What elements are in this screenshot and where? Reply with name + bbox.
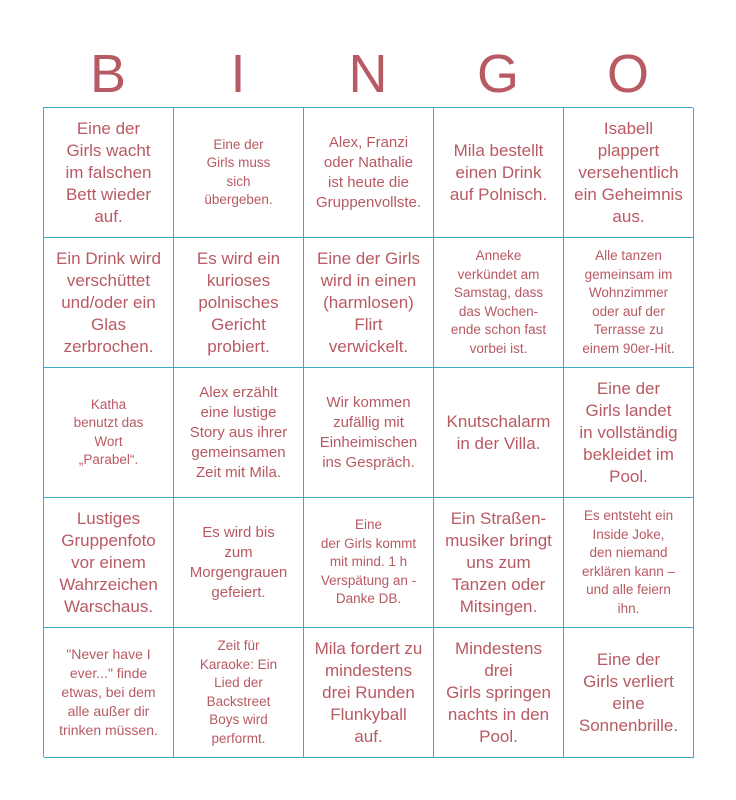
cell-text: Ein Straßen- musiker bringt uns zum Tanzen oder Mitsingen. xyxy=(445,508,552,616)
bingo-cell[interactable] xyxy=(564,628,694,758)
bingo-cell[interactable] xyxy=(434,628,564,758)
cell-text: Eine der Girls muss sich übergeben. xyxy=(204,136,273,207)
bingo-cell[interactable] xyxy=(434,498,564,628)
bingo-cell[interactable] xyxy=(304,238,434,368)
bingo-cell[interactable] xyxy=(564,238,694,368)
bingo-cell[interactable] xyxy=(174,368,304,498)
cell-text: Alex, Franzi oder Nathalie ist heute die Gruppenvollste. xyxy=(315,133,422,211)
header-letter-g: G xyxy=(476,44,519,104)
cell-text: Eine der Girls wacht im falschen Bett wieder auf. xyxy=(65,118,152,226)
bingo-cell[interactable] xyxy=(174,108,304,238)
bingo-cell[interactable] xyxy=(434,368,564,498)
cell-text: Knutschalarm in der Villa. xyxy=(446,411,551,453)
bingo-cell[interactable] xyxy=(44,238,174,368)
bingo-cell[interactable] xyxy=(304,628,434,758)
header-letter-o: O xyxy=(606,44,649,104)
cell-text: Eine der Girls landet in vollständig bekleidet im Pool. xyxy=(579,378,678,486)
bingo-cell[interactable] xyxy=(434,108,564,238)
cell-text: Eine der Girls verliert eine Sonnenbrille. xyxy=(578,649,679,735)
cell-text: Es wird ein kurioses polnisches Gericht probiert. xyxy=(196,248,281,356)
bingo-board xyxy=(43,107,693,757)
bingo-cell[interactable] xyxy=(44,108,174,238)
bingo-cell[interactable] xyxy=(174,628,304,758)
bingo-cell[interactable] xyxy=(44,498,174,628)
header-letter-b: B xyxy=(89,44,127,104)
header-letter-i: I xyxy=(230,44,246,104)
bingo-cell[interactable] xyxy=(564,368,694,498)
cell-text: Es entsteht ein Inside Joke, den niemand erklären kann – und alle feiern ihn. xyxy=(581,508,676,616)
cell-text: Anneke verkündet am Samstag, dass das Wochen- ende schon fast vorbei ist. xyxy=(450,248,547,356)
cell-text: Wir kommen zufällig mit Einheimischen ins Gespräch. xyxy=(319,393,418,471)
bingo-cell[interactable] xyxy=(304,108,434,238)
cell-text: Es wird bis zum Morgengrauen gefeiert. xyxy=(189,523,288,601)
cell-text: Lustiges Gruppenfoto vor einem Wahrzeichen Warschaus. xyxy=(59,508,158,616)
bingo-cell[interactable] xyxy=(304,368,434,498)
cell-text: Katha benutzt das Wort „Parabel“. xyxy=(73,396,144,467)
bingo-cell[interactable] xyxy=(44,368,174,498)
bingo-cell[interactable] xyxy=(304,498,434,628)
bingo-cell[interactable] xyxy=(174,498,304,628)
bingo-header xyxy=(43,40,693,108)
bingo-cell[interactable] xyxy=(564,108,694,238)
cell-text: Mila fordert zu mindestens drei Runden Flunkyball auf. xyxy=(314,638,423,746)
cell-text: Ein Drink wird verschüttet und/oder ein Glas zerbrochen. xyxy=(56,248,161,356)
bingo-cell[interactable] xyxy=(174,238,304,368)
cell-text: Alex erzählt eine lustige Story aus ihrer gemeinsamen Zeit mit Mila. xyxy=(189,383,288,481)
cell-text: Mila bestellt einen Drink auf Polnisch. xyxy=(449,140,548,204)
cell-text: Mindestens drei Girls springen nachts in den Pool. xyxy=(446,638,551,746)
bingo-cell[interactable] xyxy=(44,628,174,758)
bingo-cell[interactable] xyxy=(564,498,694,628)
cell-text: "Never have I ever..." finde etwas, bei dem alle außer dir trinken müssen. xyxy=(59,646,158,738)
header-letter-n: N xyxy=(348,44,388,104)
cell-text: Alle tanzen gemeinsam im Wohnzimmer oder auf der Terrasse zu einem 90er-Hit. xyxy=(582,248,675,356)
cell-text: Zeit für Karaoke: Ein Lied der Backstreet Boys wird performt. xyxy=(199,638,278,746)
cell-text: Isabell plappert versehentlich ein Geheimnis aus. xyxy=(574,118,683,226)
bingo-cell[interactable] xyxy=(434,238,564,368)
cell-text: Eine der Girls wird in einen (harmlosen) Flirt verwickelt. xyxy=(317,248,420,356)
cell-text: Eine der Girls kommt mit mind. 1 h Verspätung an - Danke DB. xyxy=(320,517,417,607)
